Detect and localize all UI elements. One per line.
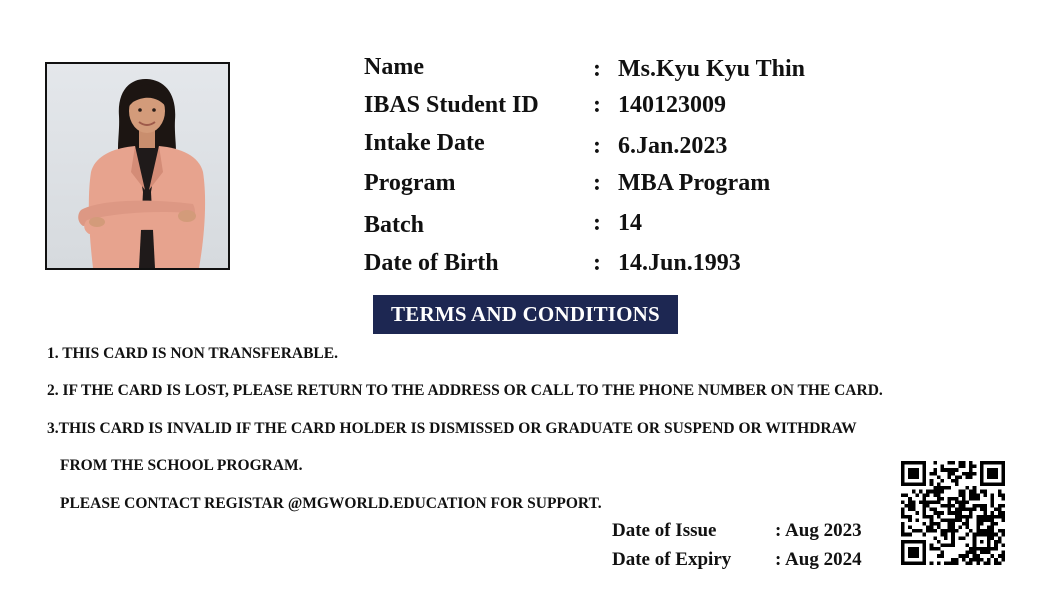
batch-colon: : (593, 210, 601, 236)
term-line-1: 1. THIS CARD IS NON TRANSFERABLE. (47, 345, 338, 362)
qr-code-icon (901, 461, 1005, 565)
issue-date-value: : Aug 2023 (775, 520, 862, 541)
issue-date-label: Date of Issue (612, 520, 717, 541)
expiry-date-value: : Aug 2024 (775, 549, 862, 570)
program-value: MBA Program (618, 170, 771, 196)
program-label: Program (364, 170, 456, 196)
expiry-date-label: Date of Expiry (612, 549, 732, 570)
term-line-4: FROM THE SCHOOL PROGRAM. (60, 457, 303, 474)
student-photo (45, 62, 230, 270)
term-line-2: 2. IF THE CARD IS LOST, PLEASE RETURN TO THE ADDRESS OR CALL TO THE PHONE NUMBER ON THE CARD. (47, 382, 883, 399)
intake-date-value: 6.Jan.2023 (618, 133, 728, 159)
batch-label: Batch (364, 212, 424, 238)
student-photo-illustration (47, 64, 228, 268)
term-line-3: 3.THIS CARD IS INVALID IF THE CARD HOLDER IS DISMISSED OR GRADUATE OR SUSPEND OR WITHDRAW (47, 420, 857, 437)
intake-date-label: Intake Date (364, 130, 485, 156)
name-label: Name (364, 54, 424, 80)
date-of-birth-label: Date of Birth (364, 250, 499, 276)
terms-heading: TERMS AND CONDITIONS (373, 295, 678, 334)
date-of-birth-colon: : (593, 250, 601, 276)
batch-value: 14 (618, 210, 642, 236)
name-value: Ms.Kyu Kyu Thin (618, 56, 805, 82)
program-colon: : (593, 170, 601, 196)
student-id-colon: : (593, 92, 601, 118)
intake-date-colon: : (593, 133, 601, 159)
term-line-5: PLEASE CONTACT REGISTAR @MGWORLD.EDUCATION FOR SUPPORT. (60, 495, 602, 512)
date-of-birth-value: 14.Jun.1993 (618, 250, 741, 276)
name-colon: : (593, 56, 601, 82)
student-id-label: IBAS Student ID (364, 92, 539, 118)
student-id-value: 140123009 (618, 92, 726, 118)
